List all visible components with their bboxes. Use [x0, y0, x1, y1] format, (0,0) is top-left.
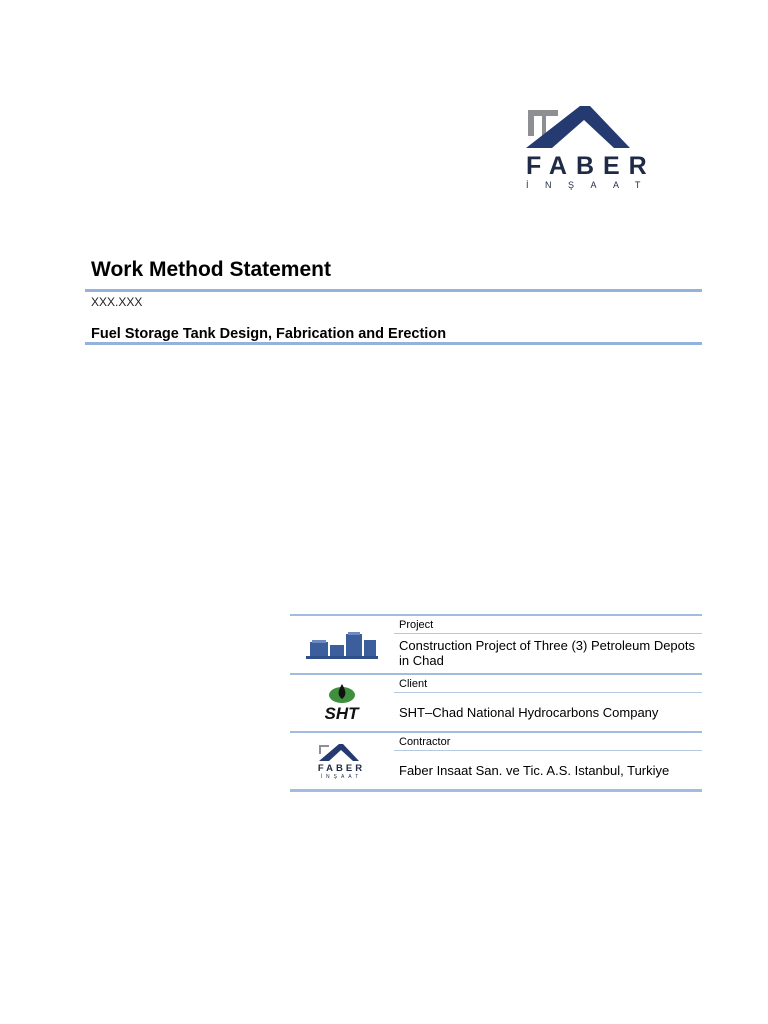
title-divider [85, 289, 702, 292]
document-subtitle: Fuel Storage Tank Design, Fabrication and Erection [91, 326, 447, 342]
logo-wordmark: FABER [526, 152, 656, 180]
sht-logo-text: SHT [324, 704, 359, 723]
subtitle-divider [85, 342, 702, 345]
storage-tanks-icon [290, 616, 393, 673]
info-table [290, 614, 702, 792]
table-row-contractor [290, 731, 702, 792]
faber-roof-small-icon [317, 743, 367, 763]
table-row-client [290, 673, 702, 731]
client-value: SHT–Chad National Hydrocarbons Company [399, 704, 659, 720]
faber-small-wordmark: FABER [317, 762, 366, 774]
faber-small-subtext: İNŞAAT [320, 773, 363, 780]
sht-logo [290, 675, 393, 731]
project-label: Project [394, 616, 702, 634]
faber-roof-icon [522, 104, 684, 154]
logo-subtext: İNŞAAT [526, 180, 657, 190]
project-value: Construction Project of Three (3) Petroleum Depots in Chad [399, 638, 696, 668]
sht-drop-icon [327, 682, 357, 704]
table-row-project [290, 614, 702, 673]
document-code: XXX.XXX [91, 295, 143, 309]
contractor-value: Faber Insaat San. ve Tic. A.S. Istanbul, Turkiye [399, 762, 670, 778]
document-title: Work Method Statement [91, 258, 331, 281]
client-label: Client [394, 675, 702, 693]
contractor-label: Contractor [394, 733, 702, 751]
faber-small-logo [290, 733, 393, 789]
